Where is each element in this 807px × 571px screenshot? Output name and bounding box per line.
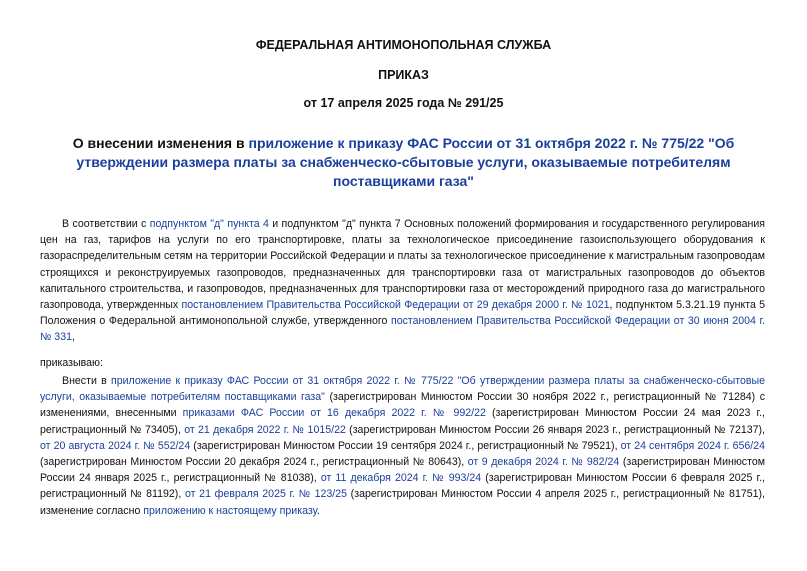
link-order-992-22[interactable]: приказами ФАС России от 16 декабря 2022 г. № 992/22 — [182, 407, 486, 420]
link-order-123-25[interactable]: от 21 февраля 2025 г. № 123/25 — [184, 488, 347, 501]
link-subpoint-d-point-4[interactable]: подпунктом "д" пункта 4 — [149, 218, 269, 230]
p1-text-3: , подпунктом 5.3.21.19 пункта 5 Положения о Федеральной антимонопольной службе, утвержденного — [40, 299, 765, 328]
p1-text-4: , — [71, 331, 75, 344]
link-resolution-331[interactable]: постановлением Правительства Российской Федерации от 30 июня 2004 г. № 331 — [40, 315, 765, 344]
p2-text-4: (зарегистрирован Минюстом России 26 января 2023 г., регистрационный № 72137), — [345, 423, 766, 436]
document-type: ПРИКАЗ — [378, 68, 429, 82]
link-appendix[interactable]: приложению к настоящему приказу — [143, 504, 317, 517]
document-title — [30, 134, 777, 191]
link-order-656-24[interactable]: от 24 сентября 2024 г. 656/24 — [620, 439, 765, 452]
link-order-1015-22[interactable]: от 21 декабря 2022 г. № 1015/22 — [184, 423, 346, 436]
p2-text-9: (зарегистрирован Минюстом России 4 апреля 2025 г., регистрационный № 81751), изменение согласно — [40, 488, 765, 517]
link-resolution-1021[interactable]: постановлением Правительства Российской Федерации от 29 декабря 2000 г. № 1021 — [181, 299, 610, 312]
link-order-775-22[interactable]: приложение к приказу ФАС России от 31 октября 2022 г. № 775/22 "Об утверждении размера платы за снабженческо-сбытовые услуги, оказываемые потребителям поставщиками газа" — [40, 375, 766, 404]
paragraph-basis — [40, 216, 765, 346]
title-prefix: О внесении изменения в — [72, 135, 249, 151]
document-date-number: от 17 апреля 2025 года № 291/25 — [303, 96, 504, 110]
p2-text-3: (зарегистрирован Минюстом России 24 мая 2023 г., регистрационный № 73405), — [40, 407, 765, 436]
link-order-982-24[interactable]: от 9 декабря 2024 г. № 982/24 — [467, 456, 620, 469]
paragraph-amendment — [40, 373, 765, 519]
link-order-993-24[interactable]: от 11 декабря 2024 г. № 993/24 — [320, 472, 482, 485]
p2-text-8: (зарегистрирован Минюстом России 6 февраля 2025 г., регистрационный № 81192), — [40, 472, 765, 501]
p2-text-2: (зарегистрирован Минюстом России 30 ноября 2022 г., регистрационный № 71284) с изменениями, внесенными — [40, 391, 765, 420]
orders-line: приказываю: — [40, 357, 103, 369]
p2-text-6: (зарегистрирован Минюстом России 20 декабря 2024 г., регистрационный № 80643), — [40, 456, 468, 469]
p2-text-5: (зарегистрирован Минюстом России 19 сентября 2024 г., регистрационный № 79521), — [190, 439, 621, 452]
p2-text-1: Внести в — [62, 375, 112, 387]
p2-text-10: . — [316, 504, 320, 517]
link-order-552-24[interactable]: от 20 августа 2024 г. № 552/24 — [40, 439, 191, 452]
title-link[interactable]: приложение к приказу ФАС России от 31 октября 2022 г. № 775/22 "Об утверждении размера платы за снабженческо-сбытовые услуги, оказываемые потребителям поставщиками газа" — [76, 135, 735, 189]
agency-name: ФЕДЕРАЛЬНАЯ АНТИМОНОПОЛЬНАЯ СЛУЖБА — [255, 38, 552, 52]
p1-text-1: В соответствии с — [62, 218, 150, 230]
p1-text-2: и подпунктом "д" пункта 7 Основных положений формирования и государственного регулирования цен на газ, тарифов на услуги по его транспортировке, платы за технологическое присоединение газоиспользующего оборудования к газораспределительным сетям на территории Российской Федерации и платы за технологическое присоединение к магистральным газопроводам строящихся и реконструируемых газопроводов, предназначенных для транспортировки газа от магистральных газопроводов до объектов капитального строительства, и газопроводов, предназначенных для транспортировки газа от месторождений природного газа до магистрального газопровода, утвержденных — [40, 218, 766, 312]
p2-text-7: (зарегистрирован Минюстом России 24 января 2025 г., регистрационный № 81038), — [40, 456, 765, 485]
